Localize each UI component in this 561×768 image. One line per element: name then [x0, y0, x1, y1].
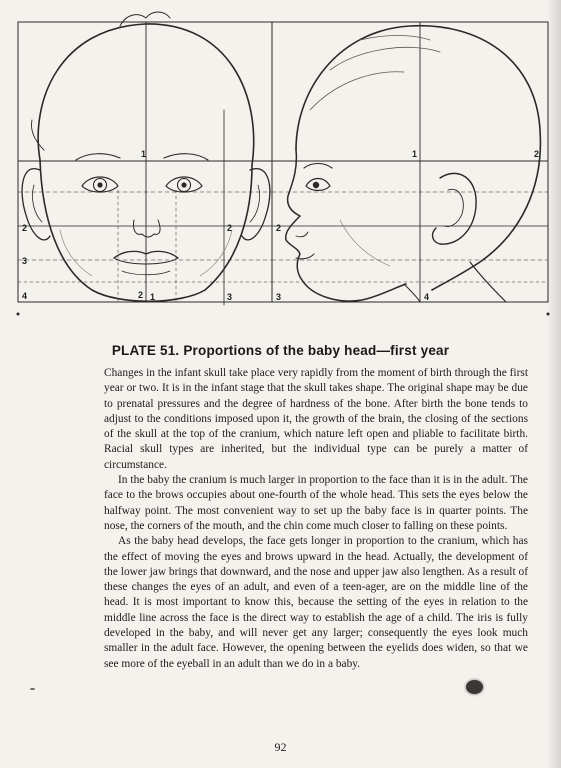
paragraph-3: As the baby head develops, the face gets longer in proportion to the cranium, which has the effect of moving the eyes and brows upward in the head. Actually, the development of the lower jaw brings that downward, and the nose and upper jaw also lengthen. As a result of these changes the eyes of an adult, and even of a teen-ager, are on the middle line of the head. It is most important to know this, because the setting of the eyes in relation to the middle line across the face is the direct way to establish the age of a child. The iris is fully developed in the baby, and will never get any larger; consequently the eyes look much smaller in the adult face. However, the opening between the eyelids does widen, so that we see more of the eyeball in an adult than we do in a baby. [104, 535, 528, 670]
grid-label-right-4: 4 [424, 292, 430, 302]
paragraph-1: Changes in the infant skull take place very rapidly from the moment of birth through the first year or two. It is in the infant stage that the skull takes shape. The original shape may be due to prenatal pressures and the degree of hardness of the bone. After birth the bone tends to adjust to the conditions imposed upon it, the growth of the brain, the closing of the sections of the skull at the top of the cranium, which nature left open and pliable to facilitate birth. Racial skull types are inherited, but the individual type can be purely a matter of circumstance. [104, 367, 528, 471]
plate-caption [0, 343, 561, 358]
ink-blot [466, 680, 483, 694]
grid-label-left-bottom-3: 3 [227, 292, 233, 302]
grid-label-right-3: 3 [276, 292, 282, 302]
grid-label-left-1: 1 [141, 149, 147, 159]
baby-head-drawing [0, 0, 561, 320]
paragraph-2: In the baby the cranium is much larger in proportion to the face than it is in the adult. The face to the brows occupies about one-fourth of the whole head. This sets the eyes below the halfway point. The most convenient way to set up the baby face is in quarter points. The nose, the corners of the mouth, and the chin come much closer to falling on these points. [104, 474, 528, 532]
plate-number: PLATE 51. [111, 343, 180, 358]
grid-label-left-mid-2: 2 [227, 223, 233, 233]
grid-label-left-4: 4 [22, 291, 28, 301]
grid-label-left-bottom-1: 1 [150, 292, 156, 302]
grid-label-left-3: 3 [22, 256, 28, 266]
grid-label-right-1: 1 [412, 149, 418, 159]
grid-label-right-edge-2: 2 [534, 149, 540, 159]
grid-label-right-2: 2 [276, 223, 282, 233]
grid-label-left-bottom-2: 2 [138, 290, 144, 300]
grid-label-left-2: 2 [22, 223, 28, 233]
baby-head-illustration [0, 0, 561, 320]
scan-speck [30, 688, 35, 690]
plate-title: Proportions of the baby head—first year [183, 343, 450, 358]
page-number: 92 [274, 740, 287, 754]
body-text [104, 366, 528, 672]
